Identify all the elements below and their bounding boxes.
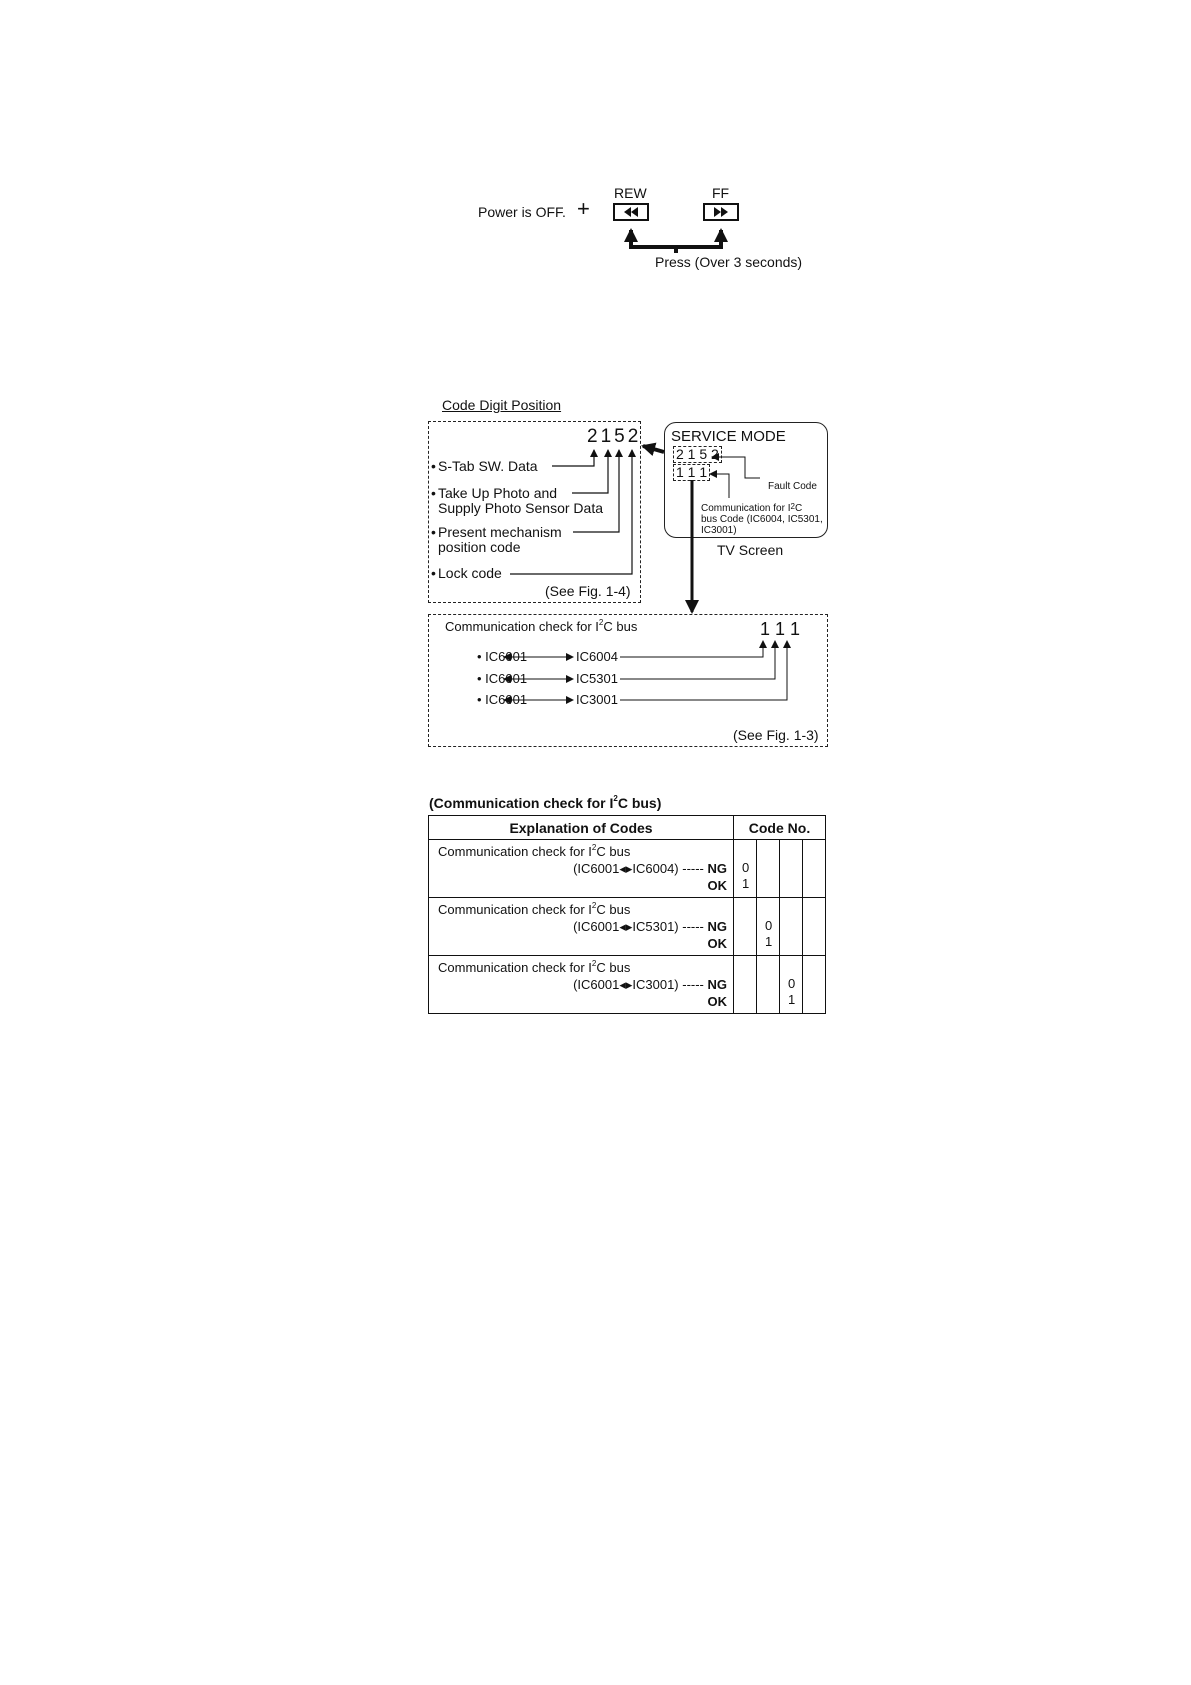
table-row bbox=[429, 840, 826, 898]
pair-1-left: • IC6001 bbox=[477, 649, 528, 664]
lock-leader bbox=[510, 450, 632, 574]
table-row bbox=[429, 898, 826, 956]
table-row bbox=[429, 956, 826, 1014]
codes-table bbox=[428, 815, 826, 1014]
pair-2-left: • IC6001 bbox=[477, 671, 528, 686]
col-code-no: Code No. bbox=[734, 816, 826, 840]
code-ok-value: 1 bbox=[788, 992, 796, 1007]
code-ng-value: 0 bbox=[788, 976, 796, 991]
ic5301-leader bbox=[620, 641, 775, 679]
row-pair: (IC6001◂▸IC3001) ----- bbox=[573, 977, 708, 992]
photo-leader bbox=[572, 450, 608, 493]
ic6004-leader bbox=[620, 641, 763, 657]
fault-code-leader bbox=[712, 457, 760, 478]
rew-label: REW bbox=[614, 185, 647, 201]
ng-label: NG bbox=[707, 977, 727, 992]
ok-label: OK bbox=[707, 994, 727, 1009]
code-digit-heading: Code Digit Position bbox=[442, 397, 562, 413]
col-explanation: Explanation of Codes bbox=[429, 816, 734, 840]
see-fig-1-3: (See Fig. 1-3) bbox=[733, 727, 819, 743]
item-photo-bullet: • bbox=[431, 485, 436, 501]
fault-digits: 2 1 5 2 bbox=[673, 446, 722, 463]
row-desc: Communication check for $I^2C$ bus bbox=[438, 843, 631, 859]
pair-3-left: • IC6001 bbox=[477, 692, 528, 707]
comm-code-label-2: bus Code (IC6004, IC5301, bbox=[701, 514, 823, 525]
pair-2-right: IC5301 bbox=[576, 671, 618, 686]
comm-code-label-1: Communication for $I^2C$ bbox=[701, 502, 803, 514]
item-photo-line2: Supply Photo Sensor Data bbox=[438, 500, 603, 516]
row-desc: Communication check for $I^2C$ bus bbox=[438, 959, 631, 975]
ok-label: OK bbox=[707, 878, 727, 893]
comm-code-111: 1 1 1 bbox=[760, 619, 801, 639]
fault-code-label: Fault Code bbox=[768, 481, 817, 492]
row-pair: (IC6001◂▸IC6004) ----- bbox=[573, 861, 708, 876]
row-pair: (IC6001◂▸IC5301) ----- bbox=[573, 919, 708, 934]
code-ng-value: 0 bbox=[765, 918, 773, 933]
tv-screen-caption: TV Screen bbox=[717, 542, 784, 558]
ng-label: NG bbox=[707, 919, 727, 934]
item-stab: S-Tab SW. Data bbox=[438, 458, 538, 474]
ff-label: FF bbox=[712, 185, 730, 201]
plus-sign: + bbox=[577, 196, 590, 221]
code-ng-value: 0 bbox=[742, 860, 750, 875]
tv-to-code-arrow bbox=[643, 446, 664, 452]
table-caption: (Communication check for $I^2C$ bus) bbox=[429, 794, 662, 811]
stab-leader bbox=[552, 450, 594, 466]
service-mode-title: SERVICE MODE bbox=[671, 428, 786, 445]
comm-code-label-3: IC3001) bbox=[701, 525, 737, 536]
row-desc: Communication check for $I^2C$ bus bbox=[438, 901, 631, 917]
pair-3-right: IC3001 bbox=[576, 692, 618, 707]
item-photo-line1: Take Up Photo and bbox=[438, 485, 558, 501]
item-stab-bullet: • bbox=[431, 458, 436, 474]
ng-label: NG bbox=[707, 861, 727, 876]
item-mech-line2: position code bbox=[438, 539, 521, 555]
power-off-label: Power is OFF. bbox=[478, 204, 566, 220]
ok-label: OK bbox=[707, 936, 727, 951]
press-note: Press (Over 3 seconds) bbox=[655, 254, 803, 270]
pair-1-right: IC6004 bbox=[576, 649, 618, 664]
see-fig-1-4: (See Fig. 1-4) bbox=[545, 583, 631, 599]
comm-code-leader bbox=[710, 474, 729, 498]
item-mech-line1: Present mechanism bbox=[438, 524, 562, 540]
comm-digits: 1 1 1 bbox=[673, 464, 710, 481]
code-ok-value: 1 bbox=[765, 934, 773, 949]
item-mech-bullet: • bbox=[431, 524, 436, 540]
code-2152: 2152 bbox=[587, 426, 642, 447]
item-lock-bullet: • bbox=[431, 565, 436, 581]
code-ok-value: 1 bbox=[742, 876, 750, 891]
comm-check-heading: Communication check for $I^2C$ bus bbox=[445, 618, 638, 634]
item-lock: Lock code bbox=[438, 565, 502, 581]
mech-leader bbox=[573, 450, 619, 532]
ic3001-leader bbox=[620, 641, 787, 700]
